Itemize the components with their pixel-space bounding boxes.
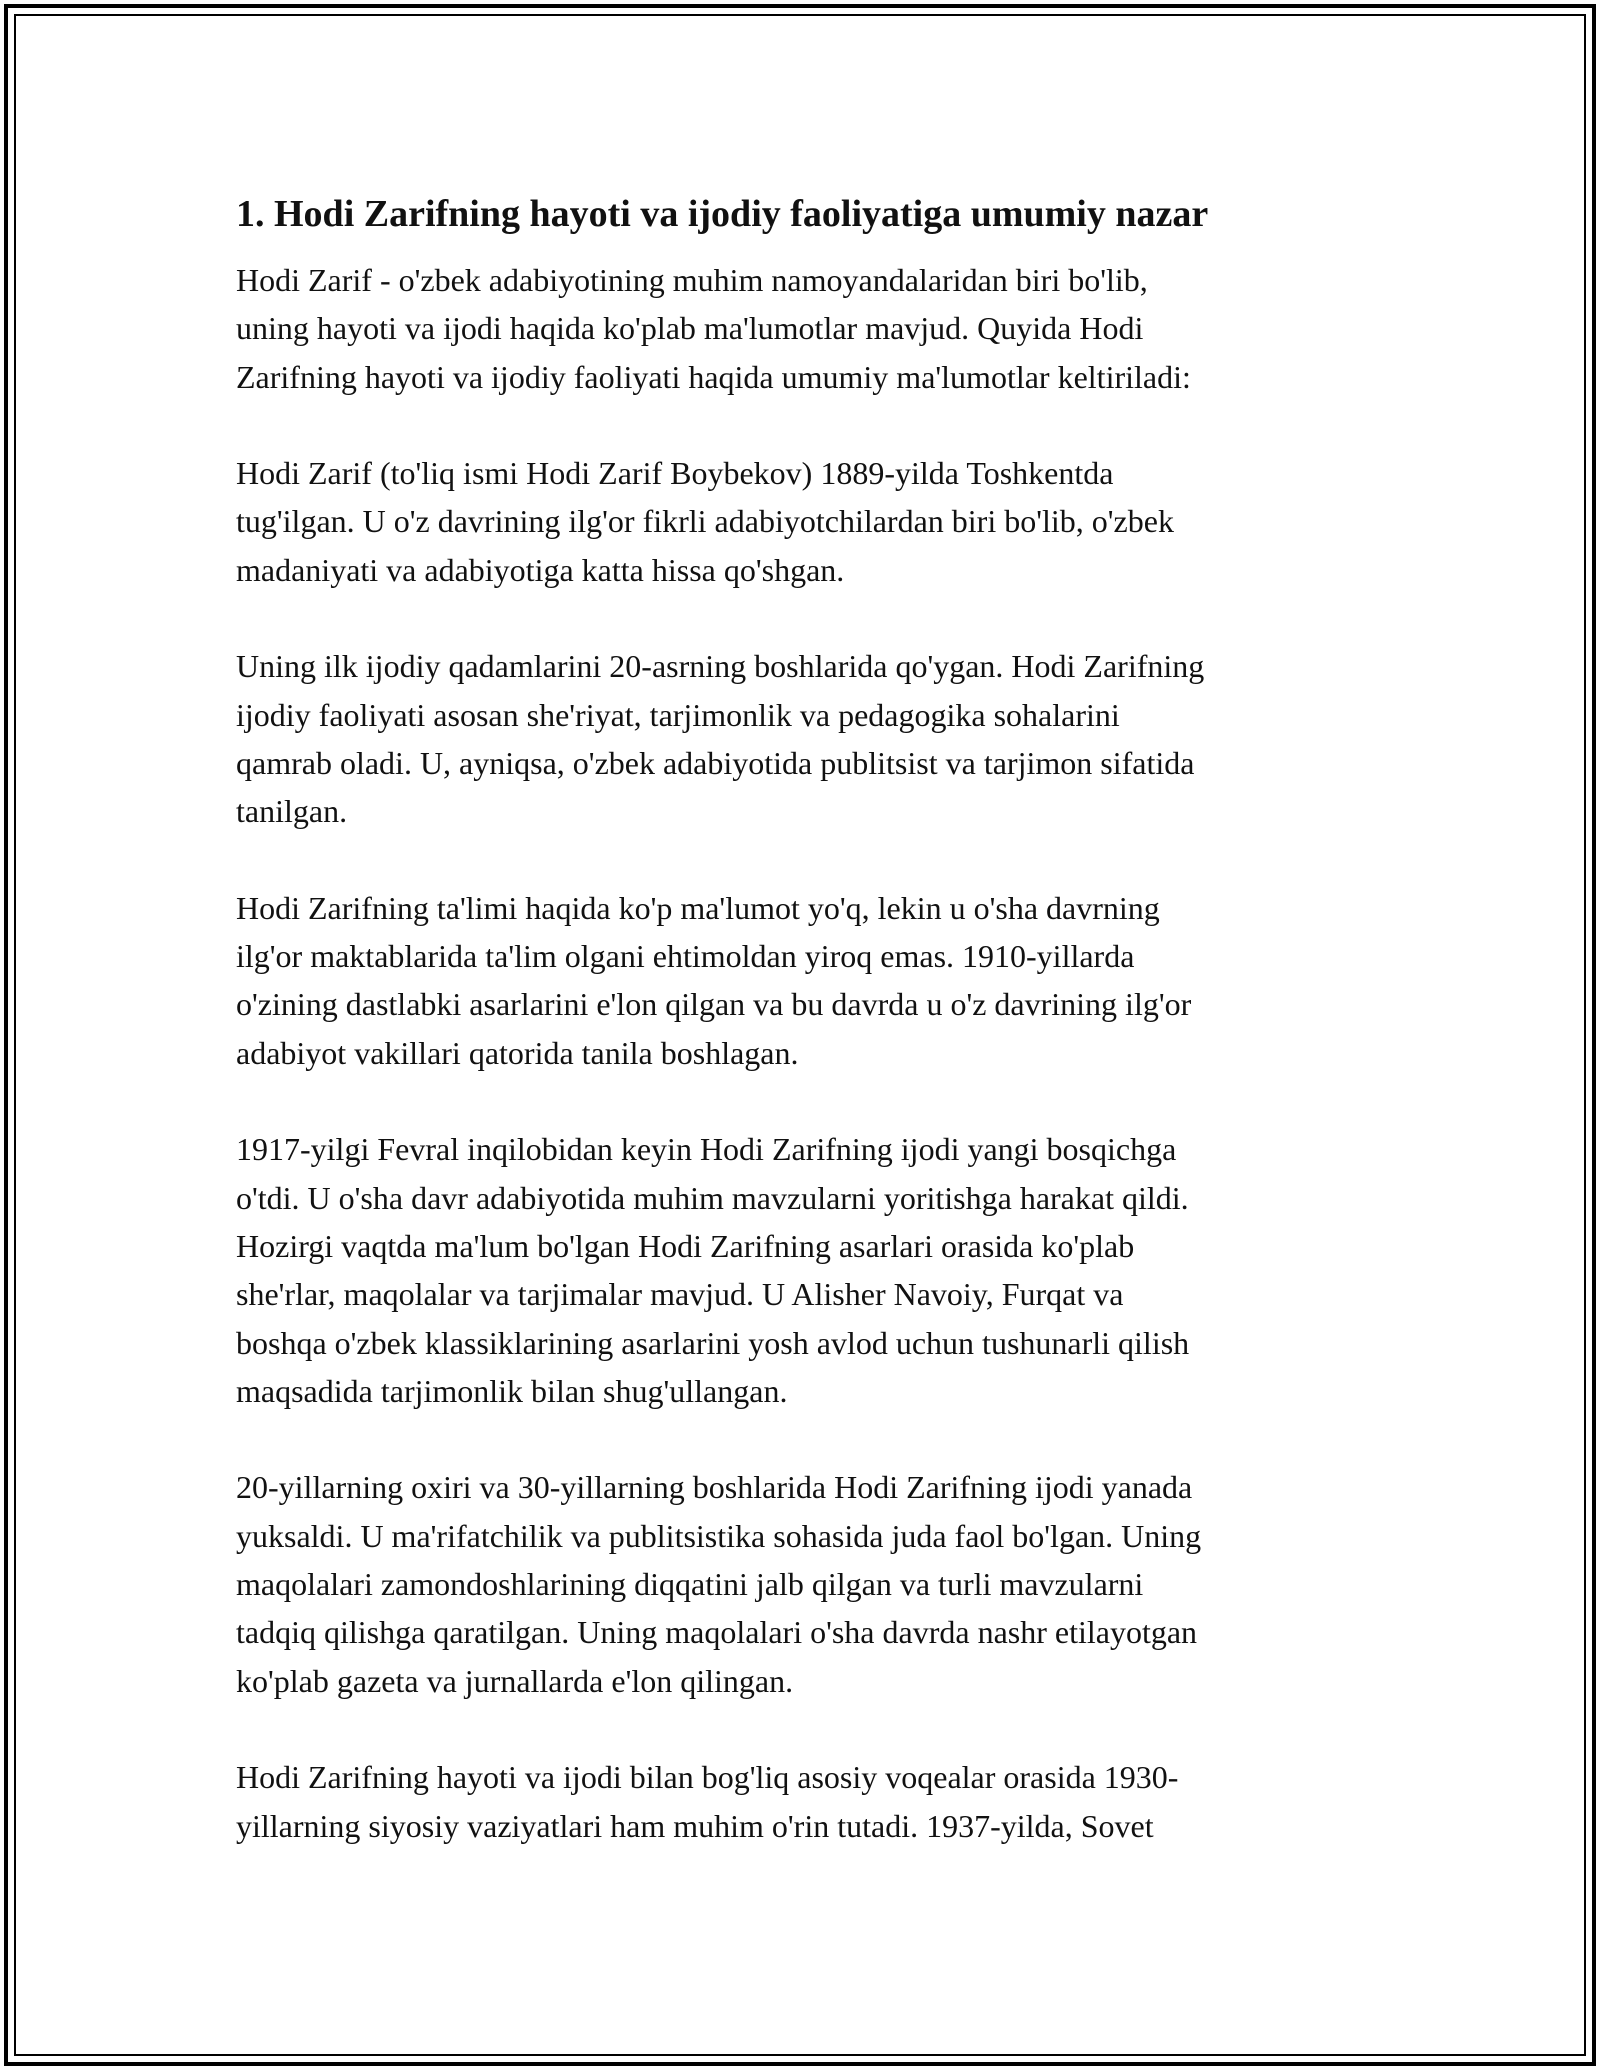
paragraph-line: adabiyot vakillari qatorida tanila boshlagan. [236,1034,799,1071]
paragraph-line: she'rlar, maqolalar va tarjimalar mavjud. U Alisher Navoiy, Furqat va [236,1276,1124,1313]
paragraph [236,884,1356,1077]
paragraph-line: maqolalari zamondoshlarining diqqatini jalb qilgan va turli mavzularni [236,1566,1144,1603]
paragraph-line: Hodi Zarifning ta'limi haqida ko'p ma'lumot yo'q, lekin u o'sha davrning [236,889,1160,926]
paragraph-line: ko'plab gazeta va jurnallarda e'lon qilingan. [236,1662,794,1699]
paragraph-line: boshqa o'zbek klassiklarining asarlarini yosh avlod uchun tushunarli qilish [236,1324,1190,1361]
document-body [236,184,1356,1898]
paragraph [236,449,1356,594]
paragraph-line: 20-yillarning oxiri va 30-yillarning boshlarida Hodi Zarifning ijodi yanada [236,1469,1193,1506]
paragraph-line: Zarifning hayoti va ijodiy faoliyati haqida umumiy ma'lumotlar keltiriladi: [236,358,1191,395]
paragraph [236,1463,1356,1704]
paragraph-line: tug'ilgan. U o'z davrining ilg'or fikrli adabiyotchilardan biri bo'lib, o'zbek [236,503,1174,540]
paragraph-line: o'zining dastlabki asarlarini e'lon qilgan va bu davrda u o'z davrining ilg'or [236,986,1192,1023]
paragraph [236,256,1356,401]
paragraph [236,642,1356,835]
paragraph-line: tanilgan. [236,793,348,830]
paragraph-line: maqsadida tarjimonlik bilan shug'ullangan. [236,1372,788,1409]
paragraph-line: Hodi Zarif - o'zbek adabiyotining muhim namoyandalaridan biri bo'lib, [236,262,1148,298]
paragraph-line: uning hayoti va ijodi haqida ko'plab ma'lumotlar mavjud. Quyida Hodi [236,310,1144,347]
paragraph-line: yillarning siyosiy vaziyatlari ham muhim o'rin tutadi. 1937-yilda, Sovet [236,1807,1154,1844]
paragraph-line: Hodi Zarifning hayoti va ijodi bilan bog'liq asosiy voqealar orasida 1930- [236,1759,1179,1796]
paragraph-line: Hozirgi vaqtda ma'lum bo'lgan Hodi Zarifning asarlari orasida ko'plab [236,1227,1135,1264]
paragraph-line: Hodi Zarif (to'liq ismi Hodi Zarif Boybekov) 1889-yilda Toshkentda [236,455,1114,492]
paragraph-line: Uning ilk ijodiy qadamlarini 20-asrning boshlarida qo'ygan. Hodi Zarifning [236,648,1205,685]
paragraph-line: ilg'or maktablarida ta'lim olgani ehtimoldan yiroq emas. 1910-yillarda [236,938,1135,975]
paragraph-line: o'tdi. U o'sha davr adabiyotida muhim mavzularni yoritishga harakat qildi. [236,1179,1189,1216]
paragraph [236,1125,1356,1415]
paragraph-list [236,256,1356,1850]
section-heading: 1. Hodi Zarifning hayoti va ijodiy faoliyatiga umumiy nazar [236,193,1209,235]
paragraph-line: yuksaldi. U ma'rifatchilik va publitsistika sohasida juda faol bo'lgan. Uning [236,1517,1202,1554]
paragraph-line: madaniyati va adabiyotiga katta hissa qo'shgan. [236,551,845,588]
paragraph [236,1753,1356,1850]
paragraph-line: ijodiy faoliyati asosan she'riyat, tarjimonlik va pedagogika sohalarini [236,696,1120,733]
paragraph-line: qamrab oladi. U, ayniqsa, o'zbek adabiyotida publitsist va tarjimon sifatida [236,744,1195,781]
paragraph-line: tadqiq qilishga qaratilgan. Uning maqolalari o'sha davrda nashr etilayotgan [236,1614,1198,1651]
paragraph-line: 1917-yilgi Fevral inqilobidan keyin Hodi Zarifning ijodi yangi bosqichga [236,1131,1177,1168]
